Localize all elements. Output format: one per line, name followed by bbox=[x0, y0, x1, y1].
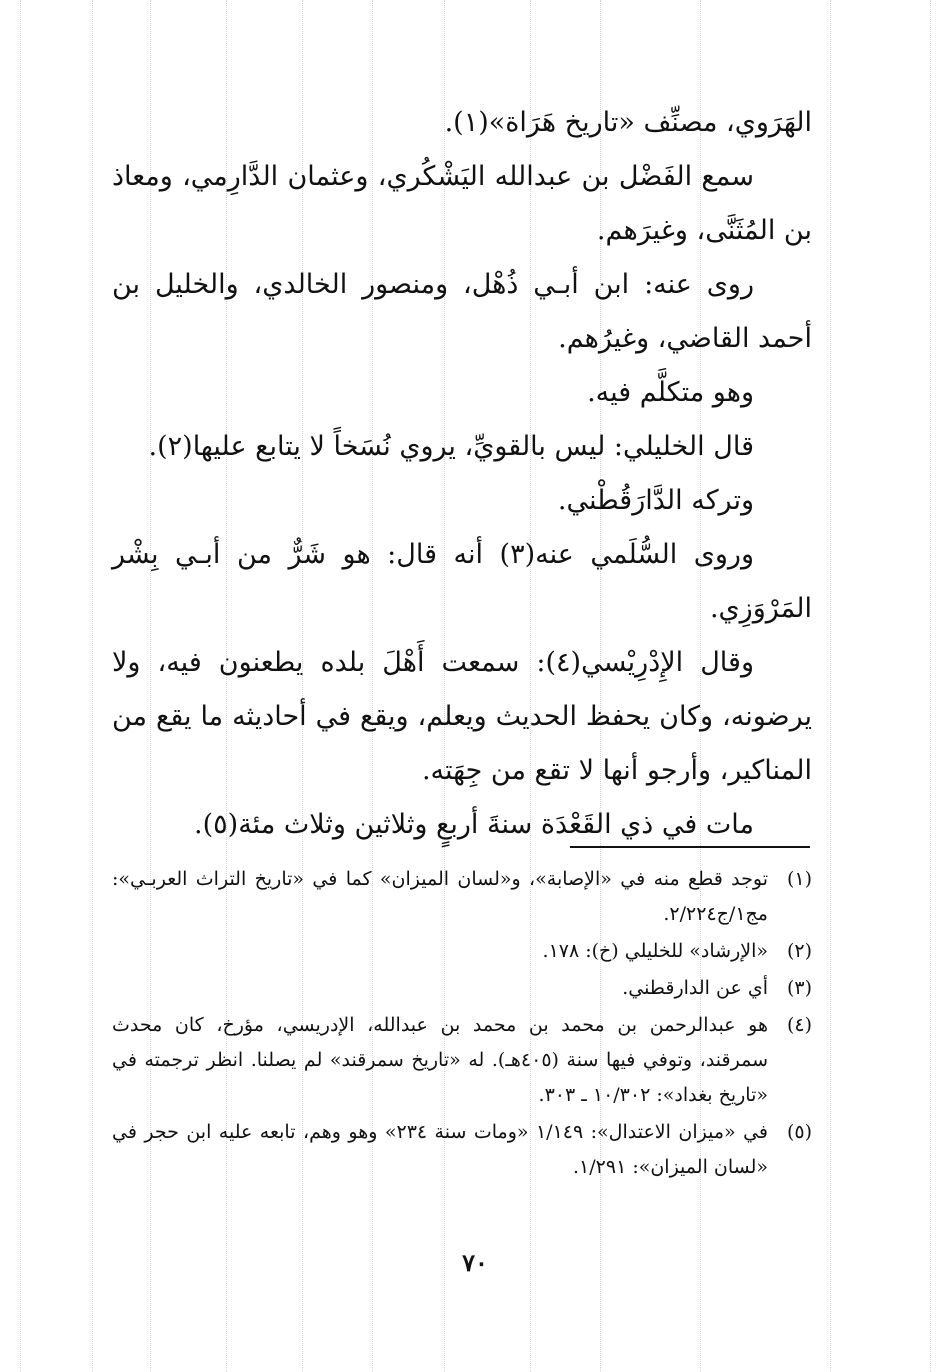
paragraph: روى عنه: ابن أبـي ذُهْل، ومنصور الخالدي، والخليل بن أحمد القاضي، وغيرُهم. bbox=[112, 269, 812, 354]
footnote-number: (٣) bbox=[786, 977, 812, 999]
main-text bbox=[112, 96, 812, 852]
paragraph: الهَرَوي، مصنِّف «تاريخ هَرَاة»(١). bbox=[444, 107, 812, 138]
paragraph: مات في ذي القَعْدَة سنةَ أربعٍ وثلاثين وثلاث مئة(٥). bbox=[194, 809, 754, 840]
scan-line bbox=[930, 0, 931, 1372]
footnote bbox=[112, 862, 812, 932]
paragraph: سمع الفَضْل بن عبدالله اليَشْكُري، وعثمان الدَّارِمي، ومعاذ بن المُثَنَّى، وغيرَهم. bbox=[112, 161, 812, 246]
paragraph: وتركه الدَّارَقُطْني. bbox=[557, 485, 754, 516]
scan-line bbox=[20, 0, 21, 1372]
footnote-number: (١) bbox=[786, 868, 812, 890]
footnote-text: «الإرشاد» للخليلي (خ): ١٧٨. bbox=[542, 940, 768, 962]
footnote-text: أي عن الدارقطني. bbox=[622, 977, 768, 999]
page-number: ٧٠ bbox=[462, 1248, 488, 1277]
scan-line bbox=[92, 0, 93, 1372]
paragraph: وقال الإِدْرِيْسي(٤): سمعت أَهْلَ بلده يطعنون فيه، ولا يرضونه، وكان يحفظ الحديث ويعلم، ويقع في أحاديثه ما يقع من المناكير، وأرجو أنها لا تقع من جِهَته. bbox=[112, 647, 812, 786]
footnote-number: (٤) bbox=[786, 1014, 812, 1036]
footnote-text: توجد قطع منه في «الإصابة»، و«لسان الميزان» كما في «تاريخ التراث العربـي»: مج١/ج٢/٢٢٤. bbox=[112, 868, 768, 925]
footnote-text: في «ميزان الاعتدال»: ١/١٤٩ «ومات سنة ٢٣٤» وهو وهم، تابعه عليه ابن حجر في «لسان الميزان»: ١/٢٩١. bbox=[112, 1121, 768, 1178]
footnote bbox=[112, 971, 812, 1006]
paragraph: قال الخليلي: ليس بالقويِّ، يروي نُسَخاً لا يتابع عليها(٢). bbox=[148, 431, 754, 462]
scan-line bbox=[830, 0, 831, 1372]
footnotes bbox=[112, 862, 812, 1187]
paragraph: وروى السُّلَمي عنه(٣) أنه قال: هو شَرٌّ من أبـي بِشْر المَرْوَزِي. bbox=[112, 539, 812, 624]
footnote bbox=[112, 934, 812, 969]
footnote-number: (٥) bbox=[786, 1121, 812, 1143]
paragraph: وهو متكلَّم فيه. bbox=[587, 377, 754, 408]
footnote-text: هو عبدالرحمن بن محمد بن محمد بن عبدالله، الإدريسي، مؤرخ، كان محدث سمرقند، وتوفي فيها سنة (٤٠٥هـ). له «تاريخ سمرقند» لم يصلنا. انظر ترجمته في «تاريخ بغداد»: ١٠/٣٠٢ ـ ٣٠٣. bbox=[112, 1014, 768, 1106]
footnote bbox=[112, 1115, 812, 1185]
footnote bbox=[112, 1008, 812, 1113]
footnote-number: (٢) bbox=[786, 940, 812, 962]
footnote-divider bbox=[570, 846, 810, 848]
